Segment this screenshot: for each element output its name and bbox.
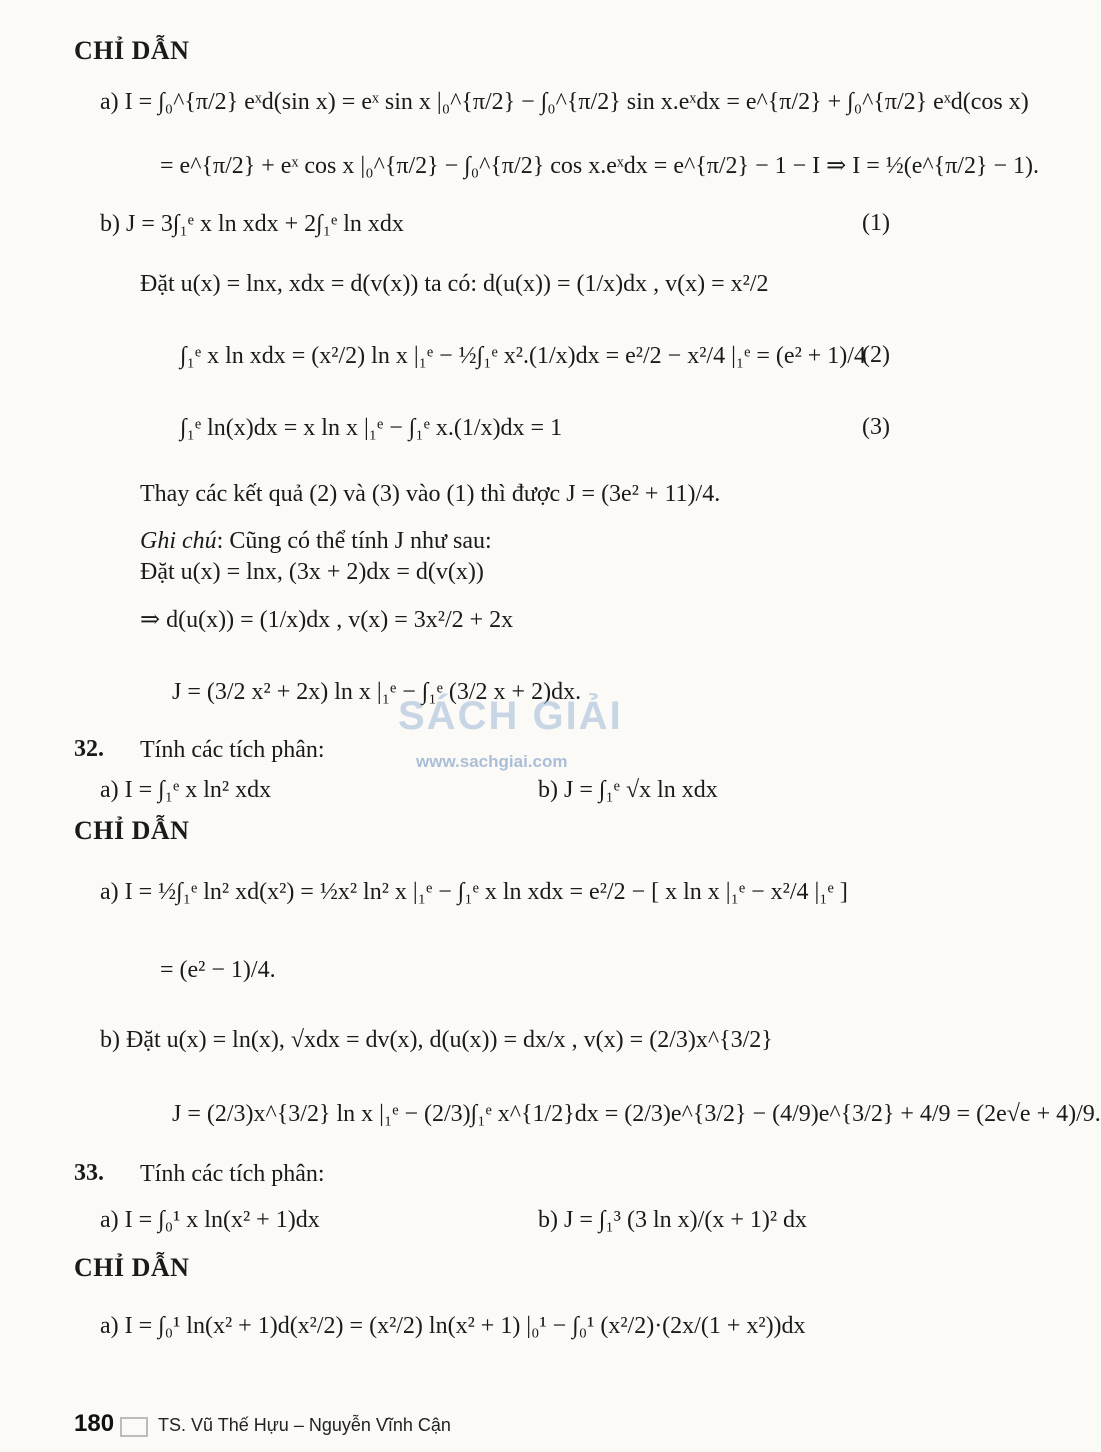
solution-32-b1: b) Đặt u(x) = ln(x), √xdx = dv(x), d(u(x)) = dx/x , v(x) = (2/3)x^{3/2} <box>100 1027 773 1053</box>
note-label: Ghi chú <box>140 528 217 554</box>
watermark-url: www.sachgiai.com <box>416 752 568 771</box>
section-header: CHỈ DẪN <box>74 36 190 65</box>
watermark-logo: SÁCH GIẢI <box>398 694 623 738</box>
note-line-2: ⇒ d(u(x)) = (1/x)dx , v(x) = 3x²/2 + 2x <box>140 607 514 633</box>
solution-line-b5: Thay các kết quả (2) và (3) vào (1) thì được J = (3e² + 11)/4. <box>140 481 721 507</box>
solution-line-b1: b) J = 3∫₁ᵉ x ln xdx + 2∫₁ᵉ ln xdx <box>100 211 404 237</box>
solution-33-a1: a) I = ∫₀¹ ln(x² + 1)d(x²/2) = (x²/2) ln(x² + 1) |₀¹ − ∫₀¹ (x²/2)·(2x/(1 + x²))dx <box>100 1313 806 1339</box>
solution-line-b2: Đặt u(x) = lnx, xdx = d(v(x)) ta có: d(u(x)) = (1/x)dx , v(x) = x²/2 <box>140 271 769 297</box>
solution-32-a1: a) I = ½∫₁ᵉ ln² xd(x²) = ½x² ln² x |₁ᵉ − ∫₁ᵉ x ln xdx = e²/2 − [ x ln x |₁ᵉ − x²/4 |₁ᵉ ] <box>100 879 848 905</box>
note-line-3: J = (3/2 x² + 2x) ln x |₁ᵉ − ∫₁ᵉ (3/2 x + 2)dx. <box>172 679 582 705</box>
publisher-logo-icon <box>120 1417 148 1437</box>
note-line <box>140 527 492 555</box>
exercise-33-part-a: a) I = ∫₀¹ x ln(x² + 1)dx <box>100 1207 320 1233</box>
equation-label-3: (3) <box>862 414 890 440</box>
authors: TS. Vũ Thế Hựu – Nguyễn Vĩnh Cận <box>158 1415 451 1435</box>
equation-label-1: (1) <box>862 210 890 236</box>
solution-line-b3: ∫₁ᵉ x ln xdx = (x²/2) ln x |₁ᵉ − ½∫₁ᵉ x².(1/x)dx = e²/2 − x²/4 |₁ᵉ = (e² + 1)/4 <box>180 343 866 369</box>
page-footer <box>74 1410 451 1438</box>
exercise-number-33: 33. <box>74 1160 104 1186</box>
solution-line-b4: ∫₁ᵉ ln(x)dx = x ln x |₁ᵉ − ∫₁ᵉ x.(1/x)dx = 1 <box>180 415 563 441</box>
solution-32-b2: J = (2/3)x^{3/2} ln x |₁ᵉ − (2/3)∫₁ᵉ x^{1/2}dx = (2/3)e^{3/2} − (4/9)e^{3/2} + 4/9 = (2e√e + 4)/9. <box>172 1101 1101 1127</box>
solution-line-a2: = e^{π/2} + eˣ cos x |₀^{π/2} − ∫₀^{π/2} cos x.eˣdx = e^{π/2} − 1 − I ⇒ I = ½(e^{π/2} − 1). <box>160 153 1040 179</box>
exercise-32-part-b: b) J = ∫₁ᵉ √x ln xdx <box>538 777 718 803</box>
note-line-1: Đặt u(x) = lnx, (3x + 2)dx = d(v(x)) <box>140 559 484 585</box>
page-number: 180 <box>74 1410 115 1437</box>
exercise-33-title: Tính các tích phân: <box>140 1161 325 1187</box>
note-text: : Cũng có thể tính J như sau: <box>216 528 492 554</box>
section-header: CHỈ DẪN <box>74 816 190 845</box>
equation-label-2: (2) <box>862 342 890 368</box>
solution-32-a2: = (e² − 1)/4. <box>160 957 276 983</box>
exercise-32-part-a: a) I = ∫₁ᵉ x ln² xdx <box>100 777 272 803</box>
solution-line-a1: a) I = ∫₀^{π/2} eˣd(sin x) = eˣ sin x |₀^{π/2} − ∫₀^{π/2} sin x.eˣdx = e^{π/2} + ∫₀^{π/2} eˣd(cos x) <box>100 89 1029 115</box>
section-header: CHỈ DẪN <box>74 1253 190 1282</box>
exercise-32-title: Tính các tích phân: <box>140 737 325 763</box>
exercise-number-32: 32. <box>74 736 104 762</box>
exercise-33-part-b: b) J = ∫₁³ (3 ln x)/(x + 1)² dx <box>538 1207 808 1233</box>
